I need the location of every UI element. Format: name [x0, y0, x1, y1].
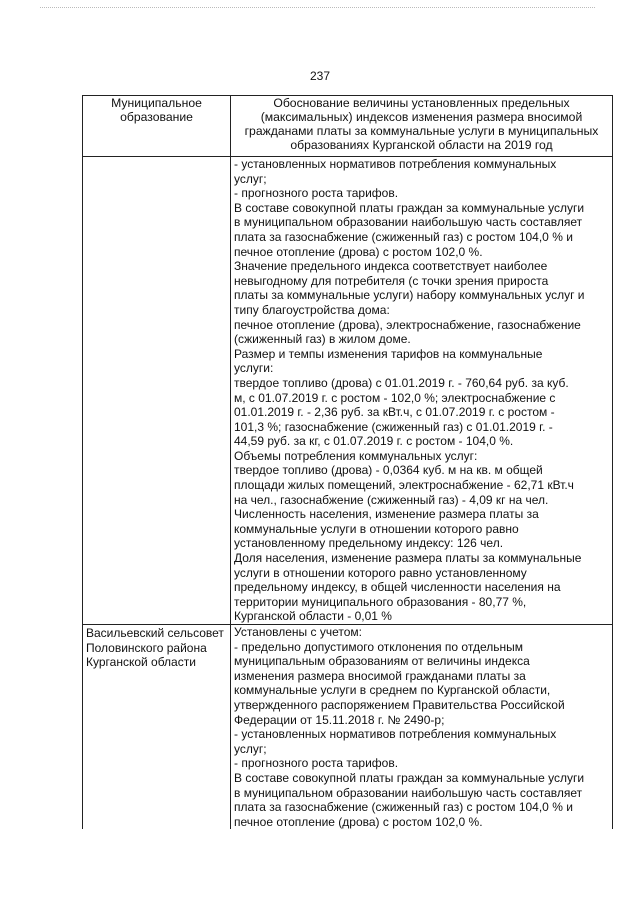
text-line: 44,59 руб. за кг, с 01.07.2019 г. с ростом - 104,0 %. [234, 434, 514, 449]
municipality-line: Курганской области [86, 655, 196, 670]
text-line: услуг; [234, 171, 267, 186]
text-line: коммунальные услуги в среднем по Курганской области, [234, 683, 551, 698]
text-line: в муниципальном образовании наибольшую часть составляет [234, 785, 583, 800]
row2-justification-text [231, 625, 612, 829]
text-line: м, с 01.07.2019 г. с ростом - 102,0 %; электроснабжение с [234, 390, 556, 405]
text-line: коммунальные услуги в отношении которого равно [234, 521, 519, 536]
row2-municipality [83, 625, 230, 670]
row1-justification-text [231, 157, 612, 624]
text-line: - установленных нормативов потребления коммунальных [234, 727, 557, 742]
text-line: Федерации от 15.11.2018 г. № 2490-р; [234, 712, 445, 727]
text-line: - предельно допустимого отклонения по отдельным [234, 639, 523, 654]
text-line: В составе совокупной платы граждан за коммунальные услуги [234, 200, 585, 215]
text-line: в муниципальном образовании наибольшую часть составляет [234, 215, 583, 230]
text-line: услуги в отношении которого равно установленному [234, 565, 527, 580]
scan-artifact-line [40, 7, 595, 8]
municipality-line: Половинского района [86, 640, 207, 655]
header-municipality [83, 96, 231, 157]
text-line: Численность населения, изменение размера платы за [234, 507, 539, 522]
row1-municipality [83, 157, 230, 158]
text-line: печное отопление (дрова) с ростом 102,0 %. [234, 244, 483, 259]
text-line: услуги: [234, 361, 274, 376]
text-line: плата за газоснабжение (сжиженный газ) с ростом 104,0 % и [234, 800, 573, 815]
text-line: В составе совокупной платы граждан за коммунальные услуги [234, 770, 585, 785]
text-line: твердое топливо (дрова) - 0,0364 куб. м на кв. м общей [234, 463, 543, 478]
text-line: площади жилых помещений, электроснабжение - 62,71 кВт.ч [234, 478, 574, 493]
tariff-index-table [82, 95, 613, 829]
header-justification-text: Обоснование величины установленных предельных (максимальных) индексов изменения размера вносимой гражданами платы за коммунальные услуги в муниципальных образованиях Курганской области на 2019 год [244, 96, 599, 152]
text-line: утвержденного распоряжением Правительства Российской [234, 697, 565, 712]
header-municipality-text: Муниципальное образование [111, 96, 202, 124]
row1-justification-cell [231, 157, 613, 625]
table-row [83, 625, 613, 830]
text-line: муниципальным образованиям от величины индекса [234, 654, 530, 669]
text-line: Объемы потребления коммунальных услуг: [234, 448, 478, 463]
text-line: - прогнозного роста тарифов. [234, 186, 399, 201]
table-header-row [83, 96, 613, 157]
row2-municipality-cell [83, 625, 231, 830]
header-justification [231, 96, 613, 157]
text-line: - прогнозного роста тарифов. [234, 756, 399, 771]
page-number: 237 [309, 69, 331, 83]
text-line: Размер и темпы изменения тарифов на коммунальные [234, 346, 543, 361]
text-line: Установлены с учетом: [234, 625, 362, 639]
text-line: платы за коммунальные услуги) набору коммунальных услуг и [234, 288, 585, 303]
text-line: печное отопление (дрова), электроснабжение, газоснабжение [234, 317, 581, 332]
text-line: Значение предельного индекса соответствует наиболее [234, 259, 548, 274]
text-line: печное отопление (дрова) с ростом 102,0 %. [234, 814, 483, 829]
text-line: плата за газоснабжение (сжиженный газ) с ростом 104,0 % и [234, 229, 573, 244]
text-line: услуг; [234, 741, 267, 756]
text-line: невыгодному для потребителя (с точки зрения прироста [234, 273, 549, 288]
text-line: типу благоустройства дома: [234, 302, 390, 317]
text-line: (сжиженный газ) в жилом доме. [234, 332, 411, 347]
text-line: 01.01.2019 г. - 2,36 руб. за кВт.ч, с 01.07.2019 г. с ростом - [234, 405, 555, 420]
text-line: твердое топливо (дрова) с 01.01.2019 г. - 760,64 руб. за куб. [234, 375, 569, 390]
municipality-line: Васильевский сельсовет [86, 626, 224, 640]
text-line: изменения размера вносимой гражданами платы за [234, 668, 526, 683]
text-line: 101,3 %; газоснабжение (сжиженный газ) с 01.01.2019 г. - [234, 419, 553, 434]
row1-municipality-cell [83, 157, 231, 625]
table-row [83, 157, 613, 625]
text-line: Доля населения, изменение размера платы за коммунальные [234, 551, 582, 566]
text-line: территории муниципального образования - 80,77 %, [234, 594, 527, 609]
text-line: предельному индексу, в общей численности населения на [234, 580, 561, 595]
text-line: на чел., газоснабжение (сжиженный газ) - 4,09 кг на чел. [234, 492, 549, 507]
text-line: - установленных нормативов потребления коммунальных [234, 157, 557, 171]
text-line: Курганской области - 0,01 % [234, 609, 392, 624]
text-line: установленному предельному индексу: 126 чел. [234, 536, 504, 551]
row2-justification-cell [231, 625, 613, 830]
